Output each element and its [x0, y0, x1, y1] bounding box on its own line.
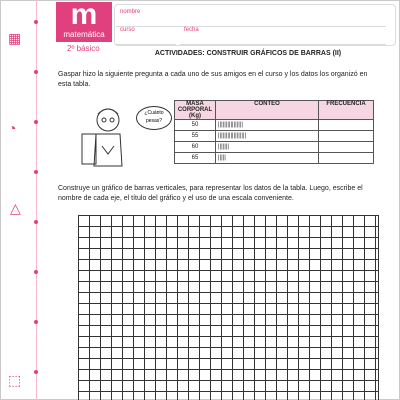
table-row — [175, 120, 374, 131]
brand-name: matemática — [63, 30, 105, 39]
header-conteo: CONTEO — [216, 101, 319, 120]
course-label: curso — [120, 27, 135, 33]
header-masa: MASA CORPORAL (Kg) — [175, 101, 216, 120]
grid-shape-icon: ▦ — [8, 30, 22, 46]
table-row — [175, 131, 374, 142]
side-dot — [34, 370, 38, 374]
course-field[interactable] — [116, 26, 176, 45]
triangle-icon: △ — [10, 200, 21, 216]
header-frecuencia: FRECUENCIA — [319, 101, 374, 120]
intro-paragraph: Gaspar hizo la siguiente pregunta a cada uno de sus amigos en el curso y los datos los organizó en esta tabla. — [58, 71, 368, 88]
cell-masa: 60 — [175, 142, 216, 153]
brand-logo — [56, 2, 112, 42]
cell-masa: 50 — [175, 120, 216, 131]
cell-masa: 55 — [175, 131, 216, 142]
table-row — [175, 153, 374, 164]
side-divider — [36, 0, 37, 400]
date-label: fecha — [184, 27, 199, 33]
page-title: ACTIVIDADES: CONSTRUIR GRÁFICOS DE BARRAS (II) — [154, 50, 342, 57]
cell-frecuencia[interactable] — [319, 120, 374, 131]
date-field[interactable] — [180, 26, 386, 45]
side-dot — [34, 70, 38, 74]
name-field[interactable] — [116, 8, 386, 27]
cell-conteo: ||||| — [216, 153, 319, 164]
table-header-row — [175, 101, 374, 120]
side-dot — [34, 270, 38, 274]
cell-frecuencia[interactable] — [319, 131, 374, 142]
speech-bubble: ¿Cuánto pesas? — [136, 106, 172, 130]
pie-shape-icon: ◔ — [8, 120, 17, 136]
side-dot — [34, 170, 38, 174]
graph-grid[interactable] — [78, 215, 379, 400]
cube-icon: ⬚ — [8, 372, 22, 388]
table-row — [175, 142, 374, 153]
side-dot — [34, 320, 38, 324]
brand-letter: m — [70, 0, 98, 31]
cell-conteo: |||||||||||||||| — [216, 120, 319, 131]
cell-frecuencia[interactable] — [319, 142, 374, 153]
student-illustration — [78, 104, 138, 174]
instructions-paragraph: Construye un gráfico de barras verticales, para representar los datos de la tabla. Luego, escribe el nombre de cada eje, el título del gráfico y el uso de una escala conveniente. — [58, 185, 363, 202]
side-dot — [34, 220, 38, 224]
data-table — [174, 100, 374, 164]
cell-conteo: ||||||| — [216, 142, 319, 153]
grade-label: 2º básico — [67, 44, 100, 53]
side-dot — [34, 120, 38, 124]
cell-conteo: |||||||||||||||||| — [216, 131, 319, 142]
cell-masa: 65 — [175, 153, 216, 164]
name-label: nombre — [120, 9, 141, 15]
cell-frecuencia[interactable] — [319, 153, 374, 164]
side-dot — [34, 20, 38, 24]
